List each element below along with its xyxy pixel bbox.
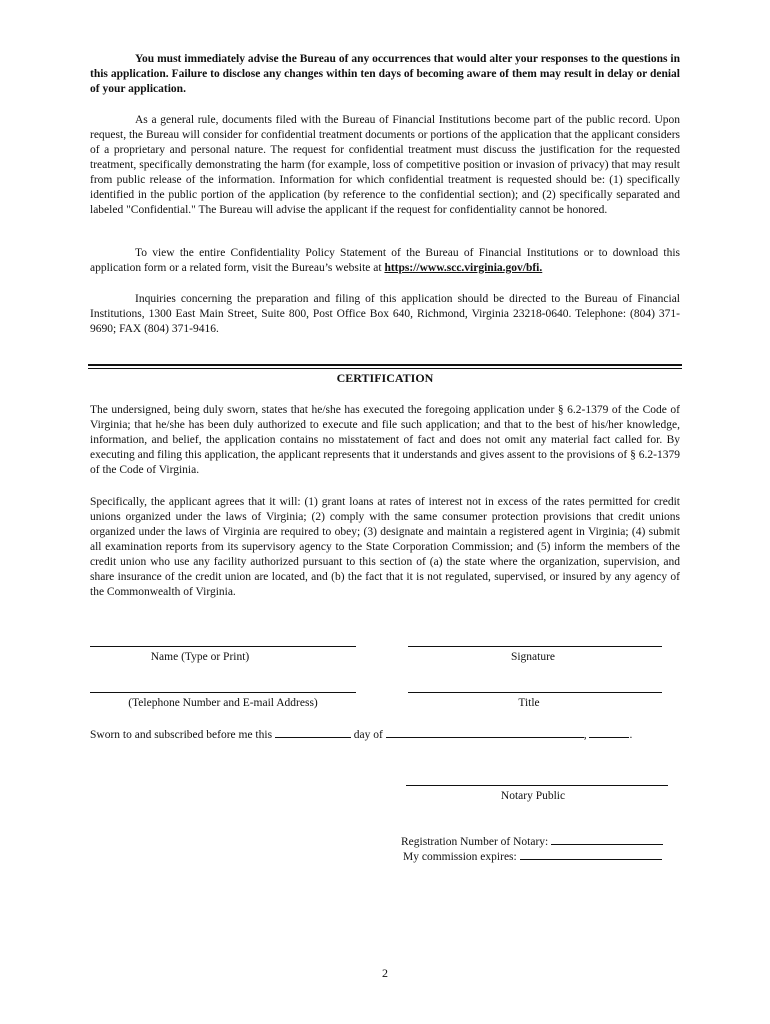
policy-text: To view the entire Confidentiality Policy Statement of the Bureau of Financial Institutions or to download this application form or a related form, visit the Bureau’s website at bbox=[90, 247, 680, 274]
period-text: . bbox=[629, 729, 633, 741]
registration-number-blank[interactable] bbox=[551, 834, 663, 845]
phone-email-line[interactable] bbox=[90, 692, 356, 693]
confidentiality-paragraph: As a general rule, documents filed with the Bureau of Financial Institutions become part of the public record. Upon request, the Bureau will consider for confidential treatment documents or portions of the application that the applicant considers of a proprietary and personal nature. The request for confidential treatment must discuss the justification for the requested treatment, specifically demonstrating the harm (for example, loss of competitive position or invasion of privacy) that may result from public release of the information. Information for which confidential treatment is requested should be: (1) specifically identified in the public portion of the application (by reference to the confidential section); and (2) specifically separated and labeled "Confidential." The Bureau will advise the applicant if the request for confidentiality cannot be honored. bbox=[90, 114, 680, 216]
inquiries-paragraph: Inquiries concerning the preparation and filing of this application should be directed to the Bureau of Financial Institutions, 1300 East Main Street, Suite 800, Post Office Box 640, Richmond, Virginia 23218-0640. Telephone: (804) 371-9690; FAX (804) 371-9416. bbox=[90, 293, 680, 335]
bureau-website-link[interactable]: https://www.scc.virginia.gov/bfi. bbox=[384, 262, 543, 274]
notary-public-label: Notary Public bbox=[500, 790, 566, 802]
section-divider-thick bbox=[88, 364, 682, 366]
notary-registration-field bbox=[401, 834, 663, 848]
notary-signature-line[interactable] bbox=[406, 785, 668, 786]
section-divider-thin bbox=[88, 368, 682, 369]
title-label: Title bbox=[518, 697, 540, 709]
sworn-month-blank[interactable] bbox=[386, 727, 584, 738]
certification-heading: CERTIFICATION bbox=[336, 371, 434, 385]
sworn-day-blank[interactable] bbox=[275, 727, 351, 738]
certification-paragraph-1: The undersigned, being duly sworn, states that he/she has executed the foregoing application under § 6.2-1379 of the Code of Virginia; that he/she has been duly authorized to execute and file such application; and that to the best of his/her knowledge, information, and belief, the application contains no misstatement of fact and does not omit any material fact called for. By executing and filing this application, the applicant represents that it understands and gives assent to the provisions of § 6.2-1379 of the Code of Virginia. bbox=[90, 404, 680, 476]
commission-expires-field bbox=[403, 849, 662, 863]
policy-paragraph bbox=[90, 246, 680, 276]
name-line[interactable] bbox=[90, 646, 356, 647]
signature-line[interactable] bbox=[408, 646, 662, 647]
sworn-text: Sworn to and subscribed before me this bbox=[90, 729, 273, 741]
notice-warning: You must immediately advise the Bureau of any occurrences that would alter your responses to the questions in this application. Failure to disclose any changes within ten days of becoming aware of them may result in delay or denial of your application. bbox=[90, 53, 680, 95]
commission-expires-blank[interactable] bbox=[520, 849, 662, 860]
commission-label: My commission expires: bbox=[403, 851, 517, 863]
sworn-statement bbox=[90, 727, 632, 741]
phone-email-label: (Telephone Number and E-mail Address) bbox=[128, 697, 318, 709]
title-line[interactable] bbox=[408, 692, 662, 693]
signature-label: Signature bbox=[510, 651, 556, 663]
sworn-year-blank[interactable] bbox=[589, 727, 629, 738]
comma-text: , bbox=[583, 729, 587, 741]
page-number: 2 bbox=[382, 966, 388, 980]
registration-label: Registration Number of Notary: bbox=[401, 836, 549, 848]
certification-paragraph-2: Specifically, the applicant agrees that it will: (1) grant loans at rates of interest not in excess of the rates permitted for credit unions organized under the laws of Virginia; (2) comply with the same consumer protection provisions that credit unions organized under the laws of Virginia are required to obey; (3) designate and maintain a registered agent in Virginia; (4) submit all examination reports from its supervisory agency to the State Corporation Commission; and (5) inform the members of the credit union who use any facility authorized pursuant to this section of (a) the state where the organization, supervision, and share insurance of the credit union are located, and (b) the fact that it is not regulated, supervised, or insured by any agency of the Commonwealth of Virginia. bbox=[90, 496, 680, 598]
name-label: Name (Type or Print) bbox=[150, 651, 250, 663]
day-of-text: day of bbox=[353, 729, 383, 741]
